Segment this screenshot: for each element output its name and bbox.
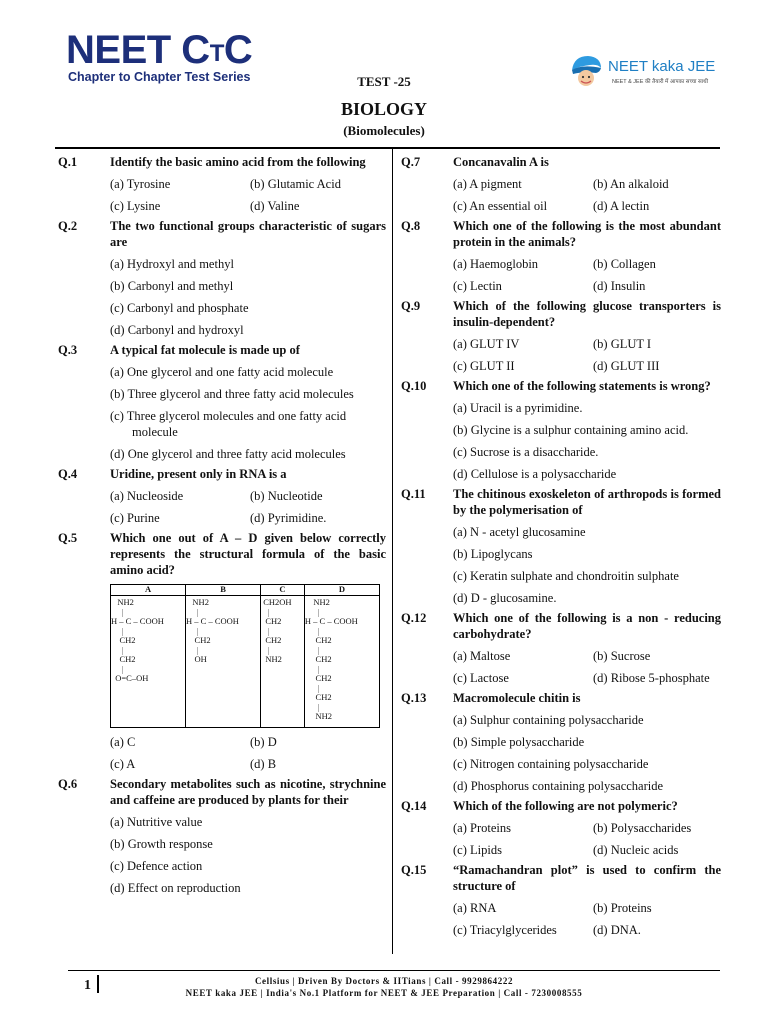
formula-line: | (304, 606, 320, 617)
option-c: (c) A (110, 757, 136, 771)
footer-line-1: Cellsius | Driven By Doctors & IITians | Call - 9929864222 (254, 976, 514, 986)
question-text: The two functional groups characteristic of sugars are (110, 219, 386, 249)
option-c: (c) Keratin sulphate and chondroitin sulphate (453, 569, 679, 583)
brand-name: NEET kaka JEE (608, 58, 716, 75)
option-a: (a) Hydroxyl and methyl (110, 257, 234, 271)
option-c: (c) Triacylglycerides (453, 923, 557, 937)
page-number: 1 (84, 978, 91, 993)
question-number: Q.15 (401, 863, 427, 877)
option-b: (b) Collagen (593, 257, 656, 271)
option-b: (b) An alkaloid (593, 177, 669, 191)
option-c: (c) Lectin (453, 279, 502, 293)
option-a: (a) RNA (453, 901, 497, 915)
question-text: A typical fat molecule is made up of (110, 343, 300, 357)
question-9 (401, 298, 721, 374)
left-column (58, 150, 386, 896)
option-d: (d) A lectin (593, 199, 650, 213)
question-3 (58, 342, 386, 462)
formula-line: CH2 (304, 635, 332, 645)
option-d: (d) One glycerol and three fatty acid molecules (110, 447, 346, 461)
question-5 (58, 530, 386, 772)
option-c: (c) GLUT II (453, 359, 515, 373)
column-divider (392, 148, 393, 954)
structure-table (110, 584, 380, 728)
option-b: (b) GLUT I (593, 337, 652, 351)
option-d: (d) Valine (250, 199, 300, 213)
logo-subtitle: Chapter to Chapter Test Series (68, 70, 251, 84)
test-label: TEST -25 (357, 74, 411, 89)
option-a: (a) GLUT IV (453, 337, 520, 351)
question-2 (58, 218, 386, 338)
question-number: Q.13 (401, 691, 427, 705)
formula-line: | (111, 606, 124, 617)
formula-line: H – C – COOH (111, 616, 164, 626)
question-1 (58, 154, 386, 214)
option-c: (c) Lactose (453, 671, 509, 685)
formula-line: | (304, 701, 320, 712)
question-number: Q.4 (58, 467, 78, 481)
question-text: Which of the following are not polymeric? (453, 799, 678, 813)
option-d: (d) D - glucosamine. (453, 591, 557, 605)
question-text: “Ramachandran plot” is used to confirm the structure of (453, 863, 721, 893)
question-15 (401, 862, 721, 938)
question-12 (401, 610, 721, 686)
question-number: Q.8 (401, 219, 421, 233)
option-c: (c) Lipids (453, 843, 502, 857)
option-a: (a) Nutritive value (110, 815, 203, 829)
question-14 (401, 798, 721, 858)
option-a: (a) Tyrosine (110, 177, 171, 191)
option-c: (c) Purine (110, 511, 160, 525)
option-b: (b) D (250, 735, 277, 749)
question-text: Which one of the following is the most abundant protein in the animals? (453, 219, 721, 249)
question-number: Q.14 (401, 799, 427, 813)
formula-line: | (111, 625, 124, 636)
brand-tagline: NEET & JEE की तैयारी में आपका सच्चा साथी (612, 79, 709, 85)
option-d: (d) Cellulose is a polysaccharide (453, 467, 617, 481)
formula-line: CH2 (111, 654, 136, 664)
column-header-d: D (304, 585, 379, 596)
option-b: (b) Glycine is a sulphur containing amino acid. (453, 423, 689, 437)
question-number: Q.11 (401, 487, 426, 501)
option-d: (d) Carbonyl and hydroxyl (110, 323, 244, 337)
formula-line: CH2OH (261, 597, 292, 607)
question-6 (58, 776, 386, 896)
option-b: (b) Polysaccharides (593, 821, 692, 835)
formula-line: NH2 (111, 597, 134, 607)
question-text: Macromolecule chitin is (453, 691, 581, 705)
option-b: (b) Proteins (593, 901, 652, 915)
option-d: (d) B (250, 757, 277, 771)
formula-line: | (261, 644, 270, 655)
formula-line: | (111, 644, 124, 655)
formula-line: NH2 (186, 597, 209, 607)
option-a: (a) Sulphur containing polysaccharide (453, 713, 644, 727)
formula-line: NH2 (304, 711, 333, 721)
column-header-c: C (261, 585, 305, 596)
question-text: Uridine, present only in RNA is a (110, 467, 287, 481)
formula-line: H – C – COOH (304, 616, 358, 626)
formula-line: CH2 (186, 635, 211, 645)
option-d: (d) DNA. (593, 923, 641, 937)
formula-line: | (261, 625, 270, 636)
formula-line: OH (186, 654, 207, 664)
question-text: Identify the basic amino acid from the following (110, 155, 366, 169)
option-c: (c) Three glycerol molecules and one fatty acid molecule (110, 409, 347, 439)
formula-line: CH2 (304, 692, 332, 702)
column-header-a: A (111, 585, 186, 596)
option-d: (d) Pyrimidine. (250, 511, 327, 525)
subject-title: BIOLOGY (340, 99, 428, 119)
formula-line: | (186, 606, 199, 617)
question-number: Q.10 (401, 379, 427, 393)
formula-line: | (304, 682, 320, 693)
question-8 (401, 218, 721, 294)
option-d: (d) Nucleic acids (593, 843, 679, 857)
option-d: (d) Phosphorus containing polysaccharide (453, 779, 664, 793)
column-header-b: B (186, 585, 261, 596)
option-a: (a) C (110, 735, 136, 749)
option-c: (c) An essential oil (453, 199, 548, 213)
structure-d (304, 596, 379, 728)
question-text: Which of the following glucose transporters is insulin-dependent? (453, 299, 721, 329)
formula-line: CH2 (261, 616, 282, 626)
footer-line-2: NEET kaka JEE | India's No.1 Platform for NEET & JEE Preparation | Call - 7230008555 (185, 988, 583, 998)
option-a: (a) One glycerol and one fatty acid molecule (110, 365, 334, 379)
option-a: (a) Maltose (453, 649, 511, 663)
option-a: (a) N - acetyl glucosamine (453, 525, 586, 539)
option-a: (a) Haemoglobin (453, 257, 539, 271)
formula-line: | (304, 625, 320, 636)
right-column (401, 150, 721, 938)
chapter-title: (Biomolecules) (343, 123, 425, 138)
option-b: (b) Three glycerol and three fatty acid molecules (110, 387, 354, 401)
option-d: (d) Effect on reproduction (110, 881, 241, 895)
question-number: Q.3 (58, 343, 78, 357)
formula-line: | (111, 663, 124, 674)
question-number: Q.9 (401, 299, 421, 313)
formula-line: CH2 (111, 635, 136, 645)
question-number: Q.6 (58, 777, 78, 791)
question-text: Which one of the following is a non - reducing carbohydrate? (453, 611, 721, 641)
structure-c (261, 596, 305, 728)
question-13 (401, 690, 721, 794)
question-text: Which one of the following statements is wrong? (453, 379, 711, 393)
formula-line: CH2 (304, 654, 332, 664)
question-7 (401, 154, 721, 214)
option-c: (c) Sucrose is a disaccharide. (453, 445, 599, 459)
question-number: Q.1 (58, 155, 78, 169)
question-number: Q.12 (401, 611, 427, 625)
option-b: (b) Glutamic Acid (250, 177, 341, 191)
formula-line: NH2 (261, 654, 282, 664)
formula-line: | (186, 644, 199, 655)
question-text: Secondary metabolites such as nicotine, strychnine and caffeine are produced by plants for their (110, 777, 386, 807)
option-c: (c) Lysine (110, 199, 161, 213)
formula-line: | (186, 625, 199, 636)
logo-neetctc: NEET CTC (66, 28, 253, 72)
option-d: (d) Insulin (593, 279, 646, 293)
formula-line: | (304, 663, 320, 674)
formula-line: H – C – COOH (186, 616, 239, 626)
question-11 (401, 486, 721, 606)
option-a: (a) A pigment (453, 177, 522, 191)
question-text: Which one out of A – D given below correctly represents the structural formula of the basic amino acid? (110, 531, 386, 577)
option-a: (a) Proteins (453, 821, 511, 835)
option-d: (d) Ribose 5-phosphate (593, 671, 710, 685)
question-4 (58, 466, 386, 526)
formula-line: | (261, 606, 270, 617)
option-b: (b) Sucrose (593, 649, 651, 663)
formula-line: CH2 (261, 635, 282, 645)
option-b: (b) Lipoglycans (453, 547, 533, 561)
option-a: (a) Uracil is a pyrimidine. (453, 401, 583, 415)
footer-rule (68, 970, 720, 971)
question-text: The chitinous exoskeleton of arthropods is formed by the polymerisation of (453, 487, 721, 517)
option-c: (c) Carbonyl and phosphate (110, 301, 249, 315)
formula-line: NH2 (304, 597, 330, 607)
question-number: Q.7 (401, 155, 421, 169)
option-c: (c) Defence action (110, 859, 203, 873)
option-b: (b) Growth response (110, 837, 213, 851)
formula-line: CH2 (304, 673, 332, 683)
option-a: (a) Nucleoside (110, 489, 184, 503)
option-b: (b) Nucleotide (250, 489, 323, 503)
option-d: (d) GLUT III (593, 359, 660, 373)
formula-line: | (304, 644, 320, 655)
question-number: Q.5 (58, 531, 78, 545)
header-rule (55, 147, 720, 149)
question-text: Concanavalin A is (453, 155, 549, 169)
option-c: (c) Nitrogen containing polysaccharide (453, 757, 649, 771)
option-b: (b) Carbonyl and methyl (110, 279, 234, 293)
structure-b (186, 596, 261, 728)
option-b: (b) Simple polysaccharide (453, 735, 585, 749)
structure-a (111, 596, 186, 728)
question-number: Q.2 (58, 219, 78, 233)
question-10 (401, 378, 721, 482)
formula-line: O=C–OH (111, 673, 149, 683)
